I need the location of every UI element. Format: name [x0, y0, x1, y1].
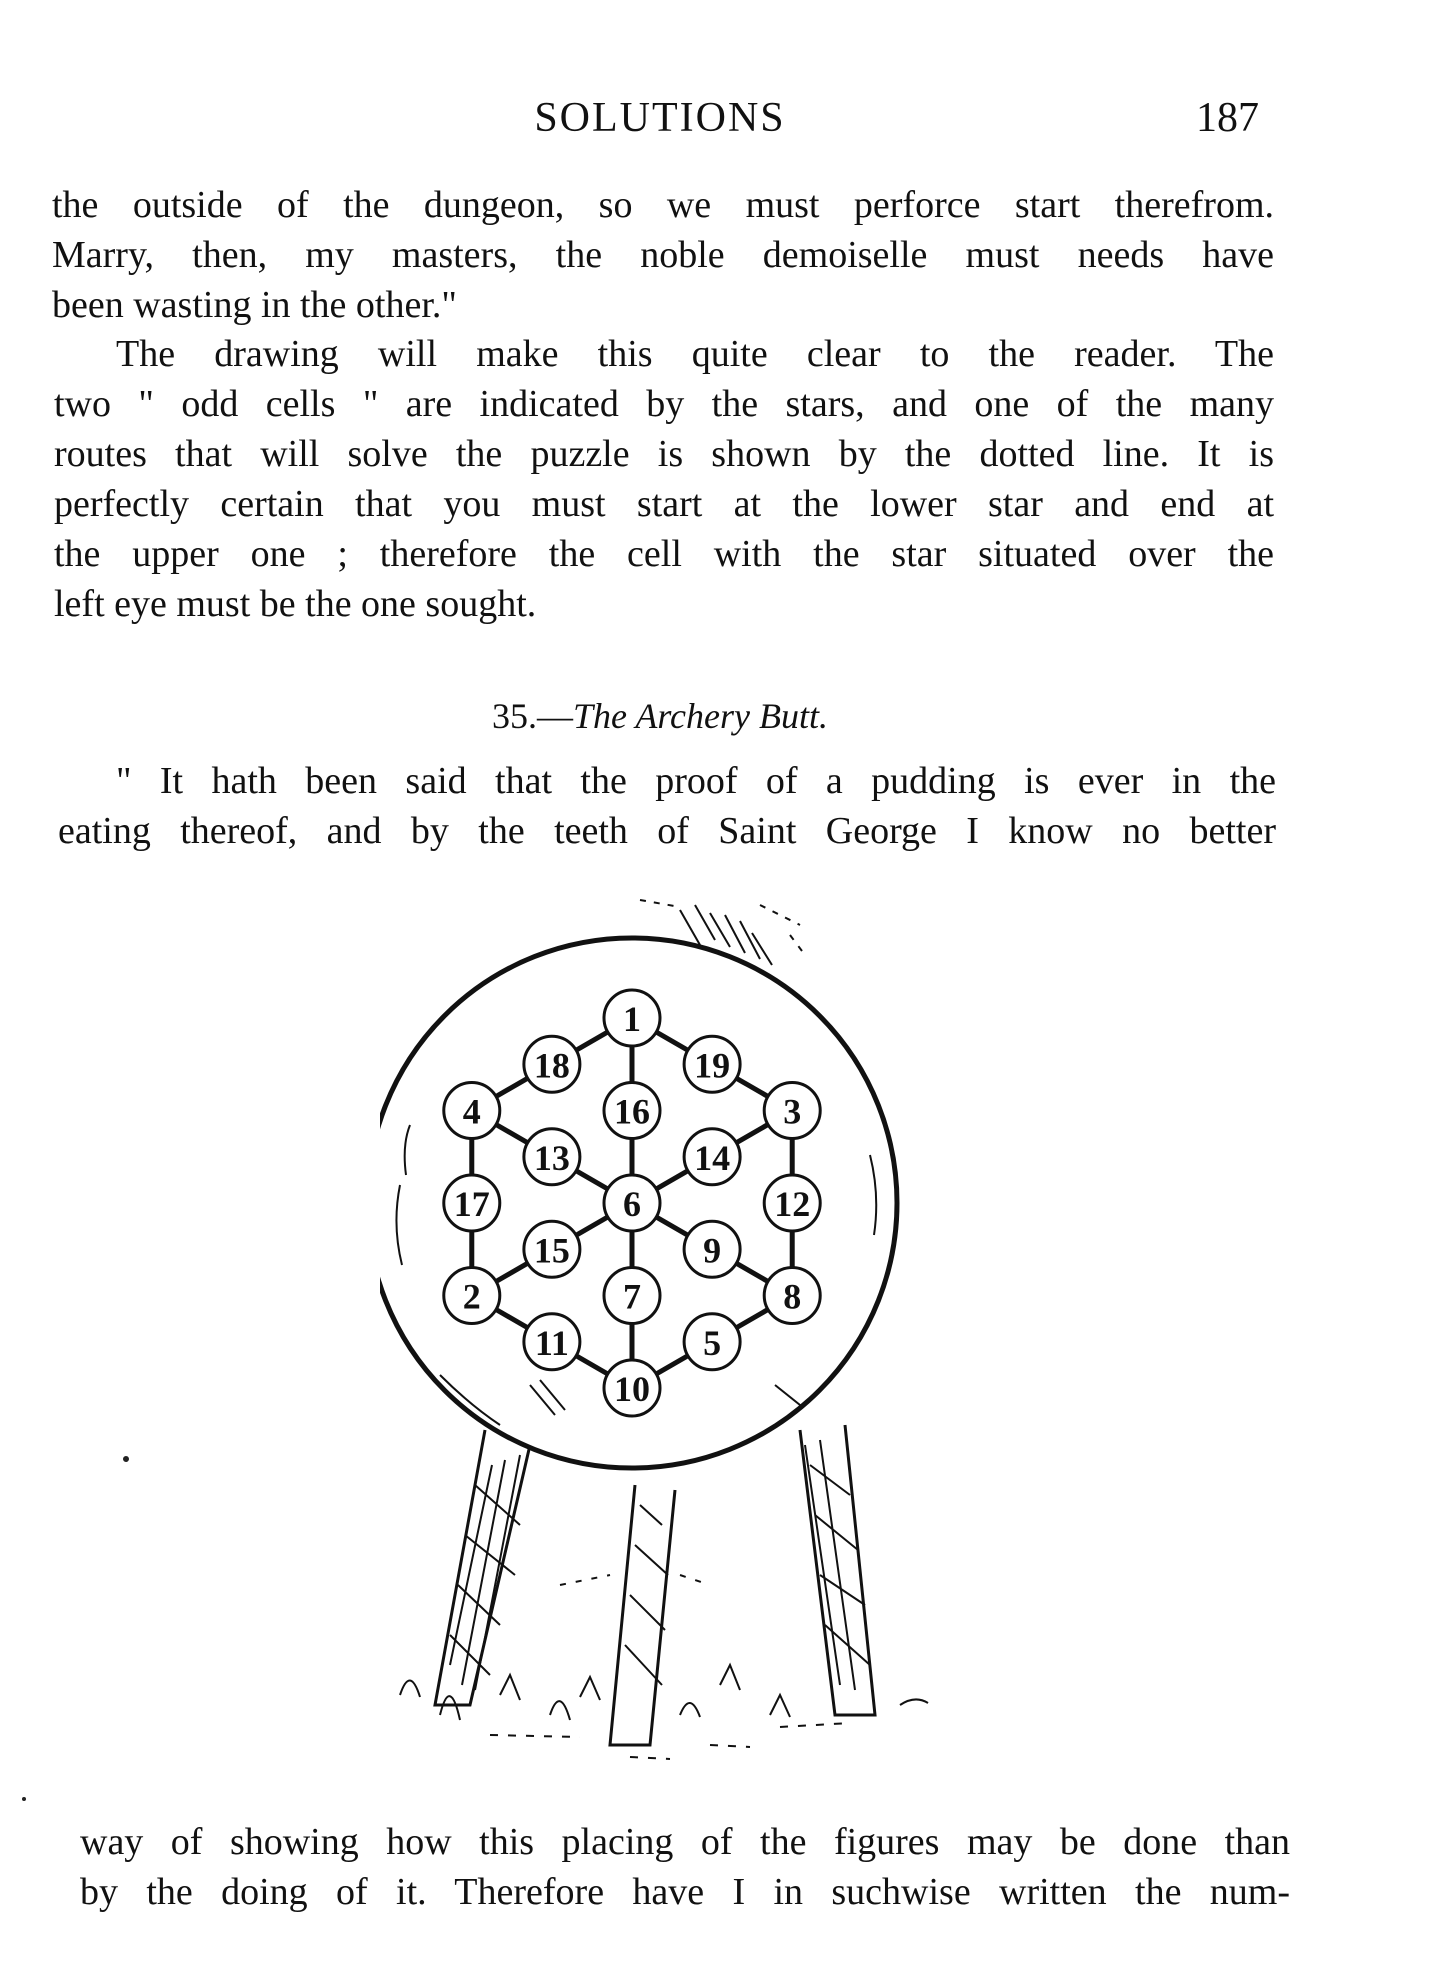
print-speck	[22, 1797, 26, 1801]
number-node-inner	[604, 1268, 660, 1324]
number-node-inner	[604, 1083, 660, 1139]
svg-text:1: 1	[623, 999, 641, 1039]
text-line: " It hath been said that the proof of a pudding is ever in the	[116, 760, 1276, 802]
number-node-outer	[524, 1314, 580, 1370]
svg-text:6: 6	[623, 1184, 641, 1224]
number-node-outer	[444, 1268, 500, 1324]
number-node-outer	[444, 1175, 500, 1231]
number-node-outer	[764, 1175, 820, 1231]
svg-text:10: 10	[614, 1369, 650, 1409]
number-node-outer	[524, 1036, 580, 1092]
text-line: routes that will solve the puzzle is shown by the dotted line. It is	[54, 433, 1274, 475]
section-title: The Archery Butt.	[573, 696, 828, 736]
svg-text:3: 3	[783, 1091, 802, 1132]
number-node-outer	[684, 1314, 740, 1370]
svg-text:16: 16	[614, 1091, 650, 1132]
running-head-title: SOLUTIONS	[534, 95, 786, 141]
svg-text:2: 2	[462, 1276, 481, 1317]
number-node-outer	[444, 1083, 500, 1139]
text-line: left eye must be the one sought.	[54, 583, 537, 625]
target-stand	[435, 1425, 875, 1745]
number-node-center	[604, 1175, 660, 1231]
text-line: the outside of the dungeon, so we must perforce start therefrom.	[52, 184, 1274, 226]
number-node-outer	[604, 1360, 660, 1416]
number-node-outer	[764, 1268, 820, 1324]
svg-text:7: 7	[623, 1276, 641, 1317]
svg-text:17: 17	[453, 1184, 490, 1224]
text-line: by the doing of it. Therefore have I in suchwise written the num-	[80, 1871, 1290, 1913]
svg-text:12: 12	[774, 1184, 811, 1224]
paragraph-3	[58, 756, 1276, 856]
number-node-inner	[524, 1221, 580, 1277]
svg-text:19: 19	[694, 1045, 731, 1086]
number-node-outer	[684, 1036, 740, 1092]
section-number: 35.—	[492, 696, 574, 736]
paragraph-2	[54, 329, 1274, 629]
svg-text:13: 13	[533, 1137, 570, 1178]
svg-text:18: 18	[533, 1045, 570, 1086]
text-line: the upper one ; therefore the cell with the star situated over the	[54, 533, 1274, 575]
running-head	[0, 94, 1440, 154]
number-node-inner	[684, 1129, 740, 1185]
text-line: way of showing how this placing of the figures may be done than	[80, 1821, 1290, 1863]
svg-text:4: 4	[462, 1091, 481, 1132]
svg-text:8: 8	[783, 1276, 802, 1317]
svg-text:5: 5	[703, 1322, 722, 1363]
section-heading	[0, 695, 1320, 737]
text-line: perfectly certain that you must start at the lower star and end at	[54, 483, 1274, 525]
text-line: Marry, then, my masters, the noble demoiselle must needs have	[52, 234, 1274, 276]
number-node-outer	[604, 990, 660, 1046]
svg-text:14: 14	[694, 1137, 731, 1178]
archery-butt-illustration	[380, 885, 950, 1765]
text-line: eating thereof, and by the teeth of Saint George I know no better	[58, 810, 1276, 852]
number-node-inner	[684, 1221, 740, 1277]
text-line: The drawing will make this quite clear to the reader. The	[116, 333, 1274, 375]
svg-text:15: 15	[533, 1230, 570, 1271]
text-line: two " odd cells " are indicated by the stars, and one of the many	[54, 383, 1274, 425]
svg-text:9: 9	[703, 1230, 722, 1271]
print-speck	[123, 1456, 129, 1462]
paragraph-1	[52, 180, 1274, 330]
text-line: been wasting in the other."	[52, 284, 457, 326]
paragraph-4	[80, 1817, 1290, 1917]
page-number: 187	[1196, 95, 1259, 141]
number-node-outer	[764, 1083, 820, 1139]
number-node-inner	[524, 1129, 580, 1185]
svg-text:11: 11	[534, 1322, 569, 1363]
